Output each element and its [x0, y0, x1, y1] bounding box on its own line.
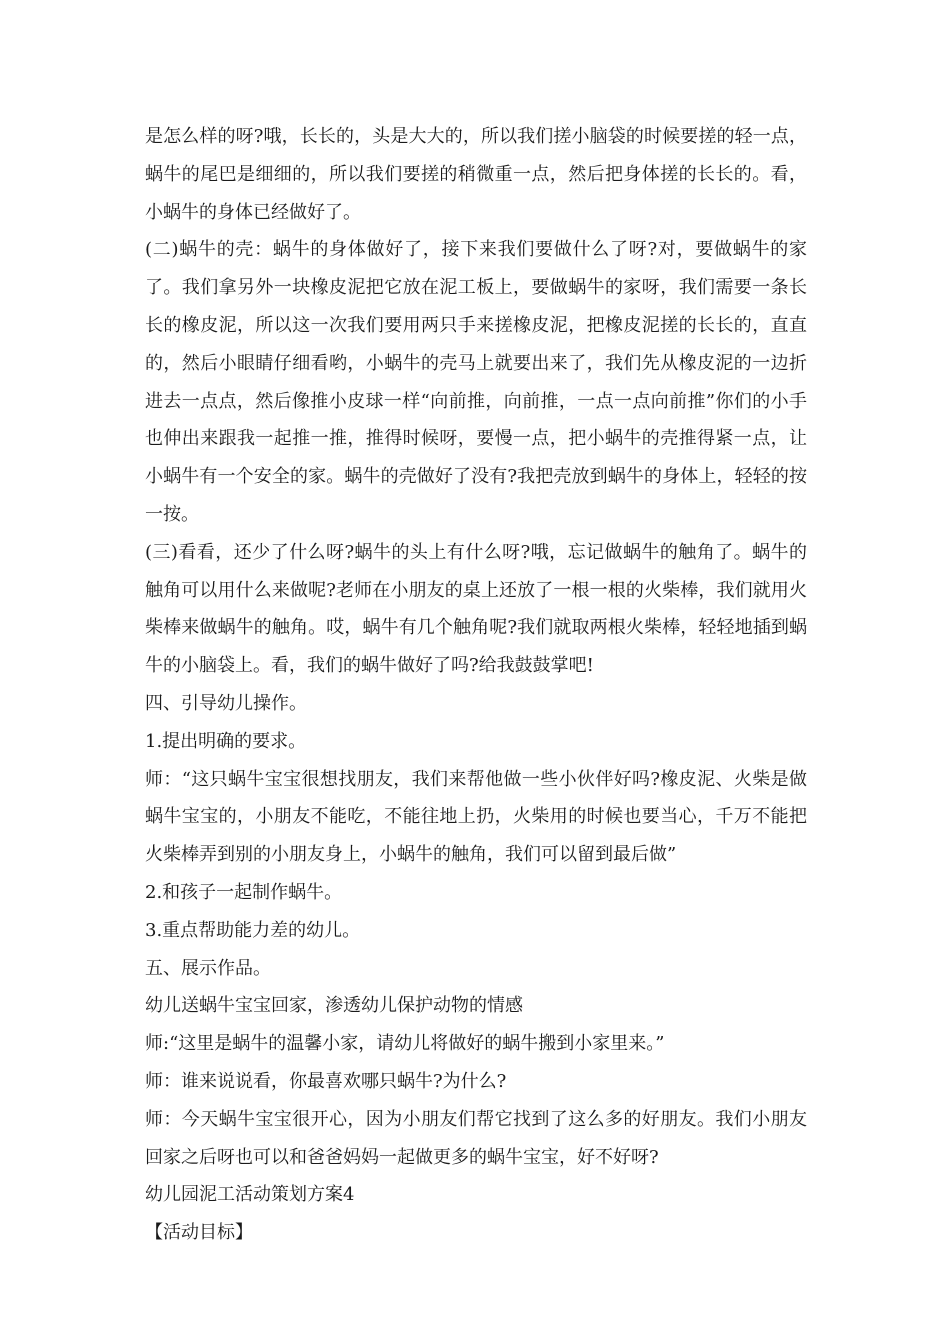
- plan-title: 幼儿园泥工活动策划方案4: [145, 1184, 355, 1206]
- paragraph-send-snail-home: 幼儿送蜗牛宝宝回家，渗透幼儿保护动物的情感: [145, 995, 523, 1017]
- list-item-make-snail: 2.和孩子一起制作蜗牛。: [145, 881, 343, 903]
- list-item-help-children: 3.重点帮助能力差的幼儿。: [145, 919, 361, 941]
- paragraph-snail-body-continued: 是怎么样的呀?哦，长长的，头是大大的，所以我们搓小脑袋的时候要搓的轻一点，蜗牛的尾巴是细细的，所以我们要搓的稍微重一点，然后把身体搓的长长的。看，小蜗牛的身体已经做好了。: [145, 126, 807, 223]
- section-heading-activity-goals: 【活动目标】: [145, 1222, 253, 1244]
- list-item-requirements: 1.提出明确的要求。: [145, 730, 307, 752]
- section-heading-guide-operation: 四、引导幼儿操作。: [145, 692, 307, 714]
- section-heading-show-works: 五、展示作品。: [145, 957, 271, 979]
- paragraph-snail-antennae: (三)看看，还少了什么呀?蜗牛的头上有什么呀?哦，忘记做蜗牛的触角了。蜗牛的触角可以用什么来做呢?老师在小朋友的桌上还放了一根一根的火柴棒，我们就用火柴棒来做蜗牛的触角。哎，蜗牛有几个触角呢?我们就取两根火柴棒，轻轻地插到蜗牛的小脑袋上。看，我们的蜗牛做好了吗?给我鼓鼓掌吧!: [145, 541, 807, 677]
- paragraph-snail-shell: (二)蜗牛的壳：蜗牛的身体做好了，接下来我们要做什么了呀?对，要做蜗牛的家了。我们拿另外一块橡皮泥把它放在泥工板上，要做蜗牛的家呀，我们需要一条长长的橡皮泥，所以这一次我们要用两只手来搓橡皮泥，把橡皮泥搓的长长的，直直的，然后小眼睛仔细看哟，小蜗牛的壳马上就要出来了，我们先从橡皮泥的一边折进去一点点，然后像推小皮球一样“向前推，向前推，一点一点向前推”你们的小手也伸出来跟我一起推一推，推得时候呀，要慢一点，把小蜗牛的壳推得紧一点，让小蜗牛有一个安全的家。蜗牛的壳做好了没有?我把壳放到蜗牛的身体上，轻轻的按一按。: [145, 239, 807, 525]
- paragraph-teacher-closing: 师：今天蜗牛宝宝很开心，因为小朋友们帮它找到了这么多的好朋友。我们小朋友回家之后呀也可以和爸爸妈妈一起做更多的蜗牛宝宝，好不好呀?: [145, 1108, 807, 1168]
- paragraph-teacher-snail-home: 师:“这里是蜗牛的温馨小家，请幼儿将做好的蜗牛搬到小家里来。”: [145, 1033, 665, 1055]
- document-body: [145, 118, 807, 1252]
- paragraph-teacher-question: 师：谁来说说看，你最喜欢哪只蜗牛?为什么?: [145, 1070, 507, 1092]
- paragraph-teacher-instructions: 师：“这只蜗牛宝宝很想找朋友，我们来帮他做一些小伙伴好吗?橡皮泥、火柴是做蜗牛宝宝的，小朋友不能吃，不能往地上扔，火柴用的时候也要当心，千万不能把火柴棒弄到别的小朋友身上，小蜗牛的触角，我们可以留到最后做”: [145, 768, 807, 866]
